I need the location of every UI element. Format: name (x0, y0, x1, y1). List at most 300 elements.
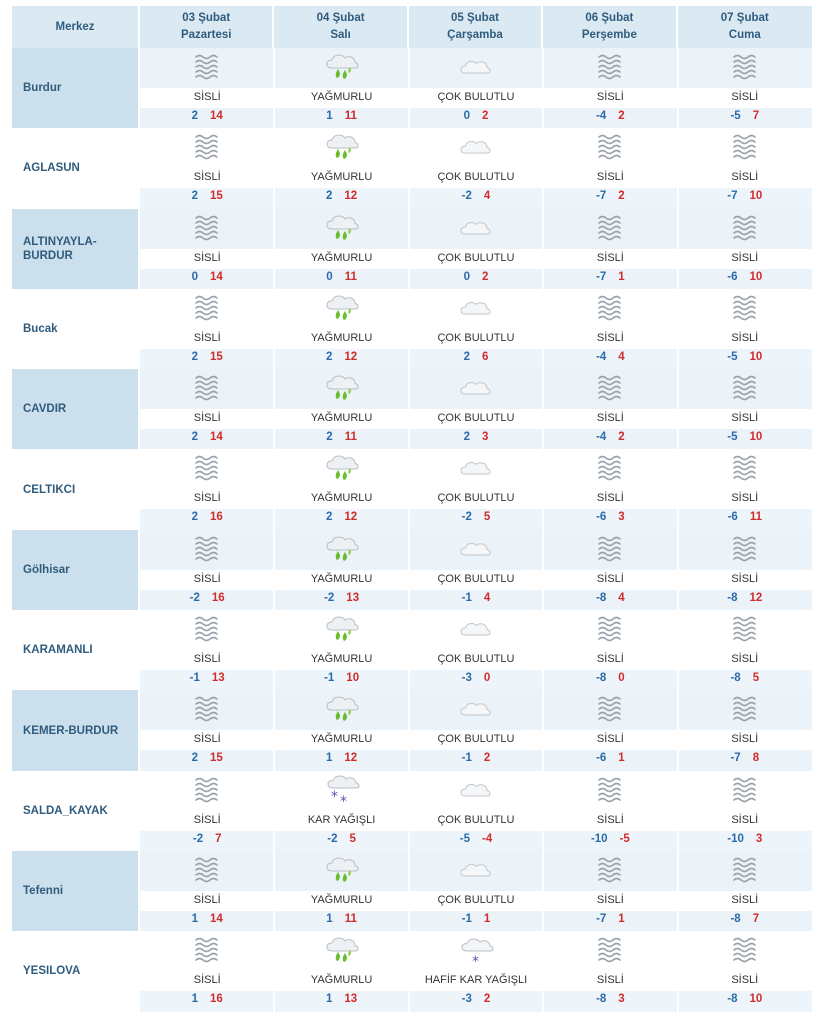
fog-icon (678, 453, 812, 485)
temp-high: 5 (349, 832, 356, 845)
temperature-range (140, 190, 274, 202)
temp-high: 3 (618, 993, 625, 1006)
temperature-range (543, 351, 677, 363)
rain-icon (274, 855, 408, 887)
temperature-range (274, 271, 408, 283)
temp-high: 11 (344, 431, 357, 444)
forecast-cell (543, 289, 677, 369)
temperature-range (409, 110, 543, 122)
temperature-range (678, 190, 812, 202)
temp-low: 1 (326, 110, 333, 122)
temp-high: 16 (211, 591, 225, 604)
temp-low: 2 (191, 511, 198, 524)
header-weekday: Pazartesi (180, 29, 232, 41)
condition-label: YAĞMURLU (310, 653, 373, 666)
temp-low: -6 (727, 511, 738, 524)
condition-label: ÇOK BULUTLU (437, 653, 515, 666)
temperature-range (678, 592, 812, 604)
fog-icon (140, 293, 274, 325)
fog-icon (543, 614, 677, 646)
temperature-range (274, 511, 408, 523)
temp-low: 2 (463, 431, 470, 444)
temperature-range (274, 351, 408, 363)
fog-icon (140, 935, 274, 967)
header-day-2 (274, 6, 408, 48)
fog-icon (140, 52, 274, 84)
temp-low: -8 (596, 993, 607, 1006)
temp-low: -10 (590, 832, 608, 845)
temp-high: 2 (483, 993, 491, 1006)
rain-icon (274, 614, 408, 646)
condition-label: SİSLİ (193, 171, 221, 184)
forecast-cell (409, 128, 543, 208)
temp-high: 0 (483, 672, 491, 685)
condition-label: SİSLİ (193, 331, 221, 344)
temp-low: -1 (461, 591, 472, 604)
forecast-cell (274, 449, 408, 529)
forecast-cell (140, 690, 274, 770)
temperature-range (274, 190, 408, 202)
temp-high: 12 (749, 591, 763, 604)
temperature-range (543, 833, 677, 845)
condition-label: SİSLİ (731, 813, 759, 826)
cloud-icon (409, 855, 543, 887)
forecast-cell (543, 48, 677, 128)
location-name: KARAMANLI (12, 610, 140, 690)
forecast-cell (543, 209, 677, 289)
temperature-range (274, 913, 408, 925)
header-date: 07 Şubat (720, 12, 769, 24)
forecast-cell (274, 690, 408, 770)
forecast-cell (409, 48, 543, 128)
table-header (12, 6, 812, 48)
condition-label: SİSLİ (193, 653, 221, 666)
header-day-1 (140, 6, 274, 48)
rain-icon (274, 453, 408, 485)
condition-label: SİSLİ (731, 171, 759, 184)
temperature-range (543, 431, 677, 443)
location-name: CAVDIR (12, 369, 140, 449)
header-center-label: Merkez (55, 20, 95, 33)
temperature-range (409, 752, 543, 764)
temperature-range (274, 993, 408, 1005)
condition-label: YAĞMURLU (310, 733, 373, 746)
fog-icon (140, 614, 274, 646)
temp-low: 2 (191, 350, 198, 363)
forecast-cell (140, 610, 274, 690)
temp-high: 2 (481, 110, 489, 122)
temperature-range (140, 913, 274, 925)
temp-low: -7 (596, 190, 607, 203)
condition-label: YAĞMURLU (310, 171, 373, 184)
temp-high: -4 (481, 832, 493, 845)
location-name: CELTIKCI (12, 449, 140, 529)
condition-label: SİSLİ (731, 91, 759, 103)
temp-low: 0 (463, 110, 470, 122)
temp-low: -3 (461, 672, 472, 685)
fog-icon (140, 855, 274, 887)
temp-low: -2 (327, 832, 338, 845)
temp-high: 3 (755, 832, 763, 845)
condition-label: ÇOK BULUTLU (437, 893, 515, 906)
temp-low: -10 (727, 832, 744, 845)
condition-label: SİSLİ (193, 251, 221, 264)
condition-label: YAĞMURLU (310, 91, 373, 103)
location-name: Gölhisar (12, 530, 140, 610)
temp-low: 1 (191, 912, 198, 925)
temp-high: 12 (344, 350, 358, 363)
forecast-cell (678, 690, 812, 770)
table-row (12, 369, 812, 449)
condition-label: SİSLİ (596, 974, 624, 987)
condition-label: SİSLİ (731, 331, 759, 344)
temp-high: 4 (618, 350, 625, 363)
temp-high: 14 (210, 270, 223, 283)
rain-icon (274, 373, 408, 405)
table-row (12, 771, 812, 851)
forecast-cell (274, 530, 408, 610)
temperature-range (678, 833, 812, 845)
temperature-range (140, 511, 274, 523)
condition-label: SİSLİ (596, 492, 624, 505)
temp-high: 10 (749, 431, 763, 444)
forecast-cell (409, 530, 543, 610)
fog-icon (140, 534, 274, 566)
condition-label: ÇOK BULUTLU (437, 251, 515, 264)
forecast-cell (274, 128, 408, 208)
header-weekday: Cuma (728, 29, 761, 41)
condition-label: SİSLİ (596, 813, 624, 826)
header-date: 05 Şubat (451, 12, 499, 24)
table-row (12, 530, 812, 610)
temp-high: 11 (344, 912, 357, 925)
condition-label: ÇOK BULUTLU (437, 492, 515, 505)
temp-low: -7 (730, 752, 741, 765)
header-weekday: Perşembe (581, 29, 637, 41)
cloud-icon (409, 213, 543, 245)
temp-high: 7 (752, 110, 760, 122)
temperature-range (274, 592, 408, 604)
fog-icon (543, 293, 677, 325)
header-day-4 (543, 6, 677, 48)
forecast-cell (140, 48, 274, 128)
condition-label: SİSLİ (596, 331, 624, 344)
temperature-range (543, 672, 677, 684)
temp-low: -3 (461, 993, 472, 1006)
temp-low: 0 (191, 270, 198, 283)
fog-icon (678, 293, 812, 325)
condition-label: ÇOK BULUTLU (437, 572, 515, 585)
location-name: SALDA_KAYAK (12, 771, 140, 851)
condition-label: SİSLİ (193, 813, 221, 826)
fog-icon (140, 132, 274, 164)
temperature-range (409, 993, 543, 1005)
fog-icon (140, 213, 274, 245)
condition-label: SİSLİ (731, 412, 759, 425)
condition-label: SİSLİ (596, 91, 624, 103)
temp-high: 3 (481, 431, 489, 444)
temperature-range (543, 913, 677, 925)
temp-high: 2 (483, 752, 491, 765)
temp-low: 2 (325, 350, 333, 363)
temp-low: -1 (324, 672, 335, 685)
fog-icon (543, 935, 677, 967)
forecast-cell (678, 530, 812, 610)
temp-high: 14 (210, 431, 223, 444)
temperature-range (678, 672, 812, 684)
temperature-range (409, 190, 543, 202)
condition-label: SİSLİ (731, 251, 759, 264)
temperature-range (140, 672, 274, 684)
temp-low: -2 (192, 832, 204, 845)
temperature-range (140, 431, 274, 443)
forecast-cell (140, 931, 274, 1011)
temp-low: 2 (191, 110, 198, 122)
temp-high: 2 (618, 190, 625, 203)
rain-icon (274, 293, 408, 325)
temp-low: -2 (189, 591, 200, 604)
cloud-icon (409, 614, 543, 646)
location-name: Burdur (12, 48, 140, 128)
condition-label: ÇOK BULUTLU (437, 412, 515, 425)
location-name: YESILOVA (12, 931, 140, 1011)
condition-label: SİSLİ (731, 733, 759, 746)
fog-icon (543, 694, 677, 726)
temp-low: -2 (461, 511, 472, 524)
temp-low: -1 (461, 752, 472, 765)
temp-high: 10 (749, 350, 763, 363)
temp-high: 2 (618, 110, 625, 122)
location-name: Bucak (12, 289, 140, 369)
condition-label: YAĞMURLU (310, 412, 373, 425)
forecast-cell (274, 610, 408, 690)
forecast-cell (543, 128, 677, 208)
forecast-cell (274, 851, 408, 931)
rain-icon (274, 132, 408, 164)
forecast-table (12, 6, 812, 1012)
forecast-cell (678, 289, 812, 369)
header-date: 06 Şubat (585, 12, 634, 24)
condition-label: SİSLİ (193, 733, 221, 746)
svg-text:*: * (471, 954, 479, 968)
temperature-range (274, 752, 408, 764)
header-weekday: Çarşamba (447, 29, 503, 41)
temp-low: -8 (727, 993, 738, 1006)
forecast-cell (274, 209, 408, 289)
condition-label: ÇOK BULUTLU (437, 91, 515, 103)
temp-low: -7 (727, 190, 738, 203)
temperature-range (274, 672, 408, 684)
temperature-range (140, 833, 274, 845)
forecast-cell (678, 128, 812, 208)
condition-label: SİSLİ (193, 893, 221, 906)
temp-high: 13 (346, 591, 360, 604)
temp-low: -2 (324, 591, 335, 604)
table-row (12, 209, 812, 289)
condition-label: SİSLİ (731, 492, 759, 505)
rain-icon (274, 694, 408, 726)
temp-low: 1 (326, 912, 333, 925)
fog-icon (543, 132, 677, 164)
temp-low: 0 (326, 270, 333, 283)
temp-high: 1 (618, 270, 625, 283)
temp-high: 7 (215, 832, 222, 845)
temp-low: 0 (463, 270, 470, 283)
temperature-range (409, 351, 543, 363)
temp-low: 1 (325, 752, 333, 765)
temperature-range (678, 110, 812, 122)
forecast-cell (543, 530, 677, 610)
temp-high: 7 (752, 912, 760, 925)
condition-label: SİSLİ (596, 572, 624, 585)
temp-high: 14 (210, 110, 223, 122)
condition-label: SİSLİ (596, 733, 624, 746)
table-row (12, 128, 812, 208)
forecast-cell (678, 449, 812, 529)
temp-high: 10 (749, 993, 763, 1006)
temp-high: 5 (483, 511, 491, 524)
temp-low: 1 (191, 993, 198, 1006)
temperature-range (140, 993, 274, 1005)
temp-high: 12 (344, 752, 358, 765)
temp-high: 4 (483, 190, 491, 203)
table-row (12, 449, 812, 529)
temp-low: -6 (727, 270, 738, 283)
temp-high: 2 (481, 270, 489, 283)
forecast-cell (678, 851, 812, 931)
condition-label: SİSLİ (596, 251, 624, 264)
forecast-cell (543, 851, 677, 931)
condition-label: SİSLİ (193, 91, 221, 103)
temp-high: 10 (346, 672, 360, 685)
temp-high: 13 (344, 993, 358, 1006)
cloud-icon (409, 52, 543, 84)
temp-high: 15 (210, 350, 223, 363)
temperature-range (678, 431, 812, 443)
fog-icon (678, 694, 812, 726)
rain-icon (274, 534, 408, 566)
temperature-range (274, 110, 408, 122)
condition-label: SİSLİ (731, 893, 759, 906)
temperature-range (409, 833, 543, 845)
forecast-cell (409, 851, 543, 931)
fog-icon (678, 534, 812, 566)
forecast-cell (543, 449, 677, 529)
forecast-cell (409, 610, 543, 690)
temperature-range (543, 190, 677, 202)
forecast-cell (678, 209, 812, 289)
temp-low: -8 (596, 672, 607, 685)
condition-label: SİSLİ (731, 653, 759, 666)
temperature-range (678, 752, 812, 764)
fog-icon (543, 534, 677, 566)
temp-low: -1 (189, 672, 200, 685)
temperature-range (140, 110, 274, 122)
condition-label: SİSLİ (596, 653, 624, 666)
temp-low: 2 (191, 752, 198, 765)
forecast-cell (140, 209, 274, 289)
header-center (12, 6, 140, 48)
temp-low: -7 (596, 270, 607, 283)
temp-low: -4 (596, 431, 607, 444)
temp-high: 1 (618, 752, 625, 765)
temperature-range (409, 913, 543, 925)
temp-high: 4 (483, 591, 491, 604)
forecast-cell (543, 931, 677, 1011)
temp-high: 10 (749, 270, 763, 283)
condition-label: ÇOK BULUTLU (437, 171, 515, 184)
temp-high: 2 (618, 431, 625, 444)
temp-low: -5 (459, 832, 470, 845)
forecast-cell (409, 209, 543, 289)
forecast-cell (274, 48, 408, 128)
temp-low: -2 (461, 190, 472, 203)
forecast-cell (140, 771, 274, 851)
temperature-range (543, 110, 677, 122)
temperature-range (140, 592, 274, 604)
temp-high: 3 (618, 511, 625, 524)
cloud-icon (409, 694, 543, 726)
temp-low: -4 (596, 350, 607, 363)
forecast-cell (678, 610, 812, 690)
temp-high: 16 (210, 511, 223, 524)
forecast-cell (274, 369, 408, 449)
temp-high: 1 (483, 912, 491, 925)
table-row (12, 690, 812, 770)
svg-text:*: * (339, 793, 347, 807)
temp-low: 2 (325, 511, 333, 524)
temp-high: 13 (211, 672, 225, 685)
forecast-cell (678, 931, 812, 1011)
temp-low: 2 (191, 431, 198, 444)
temp-high: 11 (344, 270, 357, 283)
temp-low: -8 (730, 912, 741, 925)
temperature-range (678, 913, 812, 925)
temp-high: 15 (210, 190, 223, 203)
cloud-icon (409, 373, 543, 405)
temp-high: 1 (618, 912, 625, 925)
temp-low: 1 (325, 993, 333, 1006)
temp-low: -6 (596, 752, 607, 765)
temp-high: 12 (344, 511, 358, 524)
temperature-range (409, 271, 543, 283)
table-row (12, 931, 812, 1011)
temp-high: 6 (481, 350, 489, 363)
fog-icon (678, 935, 812, 967)
forecast-cell (409, 289, 543, 369)
condition-label: YAĞMURLU (310, 331, 373, 344)
temp-high: -5 (619, 832, 630, 845)
forecast-cell (140, 369, 274, 449)
forecast-cell (678, 48, 812, 128)
temp-low: -1 (461, 912, 472, 925)
condition-label: SİSLİ (596, 412, 624, 425)
condition-label: SİSLİ (596, 893, 624, 906)
temperature-range (543, 752, 677, 764)
fog-icon (678, 132, 812, 164)
cloud-icon (409, 293, 543, 325)
light-snow-icon (409, 935, 543, 967)
forecast-cell (678, 771, 812, 851)
header-day-5 (678, 6, 812, 48)
header-weekday: Salı (330, 29, 351, 41)
fog-icon (543, 373, 677, 405)
fog-icon (678, 614, 812, 646)
forecast-cell (140, 128, 274, 208)
temp-low: -5 (727, 350, 738, 363)
temp-high: 16 (210, 993, 223, 1006)
fog-icon (140, 453, 274, 485)
